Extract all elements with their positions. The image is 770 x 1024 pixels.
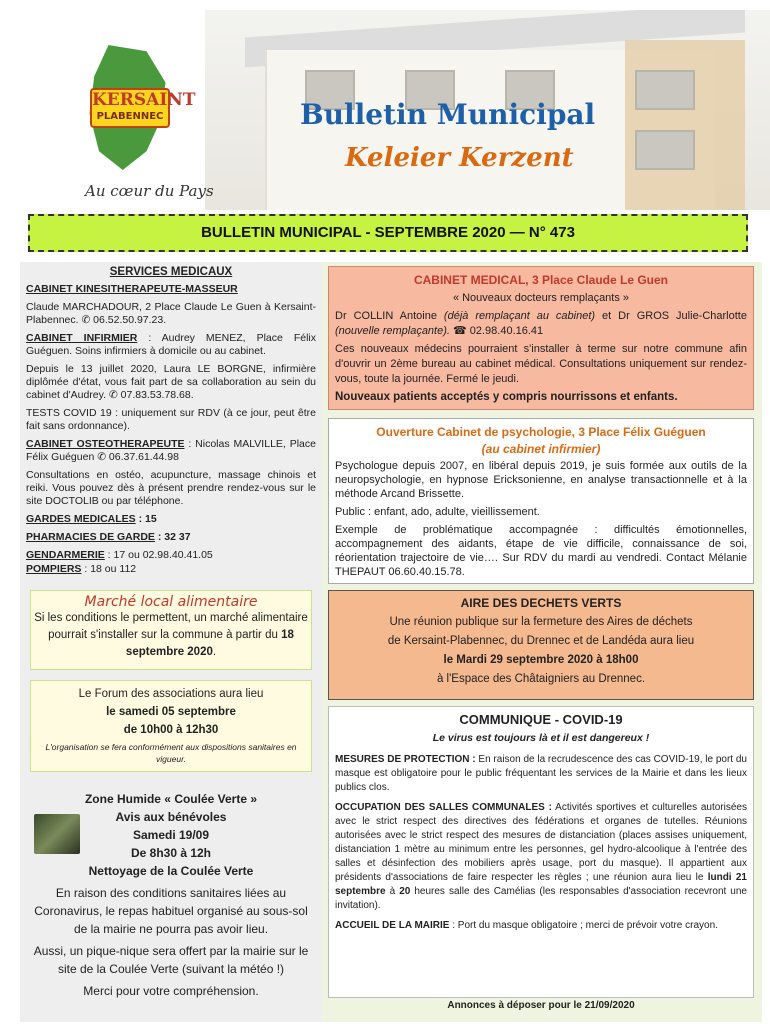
covid-title: COMMUNIQUE - COVID-19 [459, 712, 623, 727]
salles-mid: à [385, 886, 400, 897]
bulletin-subtitle: Keleier Kerzent [345, 143, 574, 173]
dechets-l4: à l'Espace des Châtaigniers au Drennec. [436, 673, 646, 685]
forum-note: L'organisation se fera conformément aux dispositions sanitaires en vigueur. [45, 742, 297, 764]
kine-label: CABINET KINESITHERAPEUTE-MASSEUR [26, 283, 238, 295]
forum-line3: de 10h00 à 12h30 [123, 724, 219, 736]
zone-p1: En raison des conditions sanitaires liées au Coronavirus, le repas habituel organisé au sous-sol de la mairie ne pourra pas avoir lieu. [34, 886, 308, 936]
salles-text: Activités sportives et culturelles autorisées avec le strict respect des directives des fédérations et organes de tutelles. Réunions autorisées avec le strict respect des mesures de distanciation (places assises uniquement, distanciation 1 mètre au minimum entre les personnes, gel hydro-alcoolique à l'entrée des salles et désinfection des mobiliers après usage, port du masque). Il appartient aux présidents d'associations de faire respecter les règles ; une réunion aura lieu le [335, 802, 747, 883]
pompiers-value: : 18 ou 112 [81, 563, 137, 575]
cabmed-p1d: (nouvelle remplaçante). [335, 325, 450, 337]
marche-title: Marché local alimentaire [84, 594, 258, 610]
communique-covid [328, 706, 754, 998]
cabmed-quote: « Nouveaux docteurs remplaçants » [452, 292, 630, 304]
cabmed-title: CABINET MEDICAL, 3 Place Claude Le Guen [413, 273, 669, 287]
salles-date: lundi 21 septembre [335, 872, 747, 897]
osteo-para [26, 438, 316, 464]
cabinet-medical [328, 266, 754, 410]
psy-p2: Public : enfant, ado, adulte, vieillissement. [335, 506, 540, 518]
accueil-label: ACCUEIL DE LA MAIRIE [335, 920, 450, 931]
zone-p2: Aussi, un pique-nique sera offert par la mairie sur le site de la Coulée Verte (suivant la météo !) [33, 944, 309, 976]
marche-end: . [212, 646, 217, 658]
psy-p1: Psychologue depuis 2007, en libéral depuis 2019, je suis formée aux outils de la neuropsychologie, en hypnose Ericksonienne, en analyse transactionnelle et à la méthode Arcand Brissette. [335, 460, 747, 500]
gardes-label: GARDES MEDICALES [26, 513, 136, 525]
zone-l5: Nettoyage de la Coulée Verte [88, 864, 254, 878]
issue-banner: BULLETIN MUNICIPAL - SEPTEMBRE 2020 — N° 473 [28, 214, 748, 252]
marche-body: Si les conditions le permettent, un marché alimentaire pourrait s'installer sur la commune à partir du [34, 612, 308, 641]
gardes-value: : 15 [135, 513, 157, 525]
psy-subtitle: (au cabinet infirmier) [481, 442, 601, 456]
infirmier-text2: Depuis le 13 juillet 2020, Laura LE BORGNE, infirmière diplômée d'état, vous fait part de sa collaboration au sein du cabinet d'Audrey. ✆ 07.83.53.78.68. [26, 363, 316, 401]
accueil-text: : Port du masque obligatoire ; merci de prévoir votre crayon. [449, 920, 718, 931]
gendarmerie-label: GENDARMERIE [26, 549, 105, 561]
psy-title: Ouverture Cabinet de psychologie, 3 Place Félix Guéguen [376, 425, 706, 439]
zone-l3: Samedi 19/09 [132, 828, 210, 842]
forum-line2: le samedi 05 septembre [106, 706, 236, 718]
cabmed-p1a: Dr COLLIN Antoine [335, 310, 444, 322]
marche-text [31, 610, 311, 661]
salles-label: OCCUPATION DES SALLES COMMUNALES : [335, 802, 552, 813]
salles-end: heures salle des Camélias (les responsables d'association recevront une invitation). [335, 886, 747, 911]
covid-mesures [335, 753, 747, 795]
annonces-deadline: Annonces à déposer pour le 21/09/2020 [447, 1000, 635, 1011]
infirmier-text: : Audrey MENEZ, Place Félix Guéguen. Soins infirmiers à domicile ou au cabinet. [26, 332, 317, 357]
dechets-l2: de Kersaint-Plabennec, du Drennec et de Landéda aura lieu [387, 635, 695, 647]
pharma-value: : 32 37 [154, 531, 191, 543]
pompiers-line [26, 563, 316, 576]
pompiers-label: POMPIERS [26, 563, 82, 575]
salles-time: 20 [399, 886, 411, 897]
dechets-l3: le Mardi 29 septembre 2020 à 18h00 [443, 654, 639, 666]
tagline: Au cœur du Pays [85, 182, 214, 200]
logo-line2: PLABENNEC [96, 111, 164, 122]
forum-line1: Le Forum des associations aura lieu [78, 688, 264, 700]
zone-p3: Merci pour votre compréhension. [83, 984, 259, 998]
cabmed-p1c: et Dr GROS Julie-Charlotte [595, 310, 747, 322]
pharma-line [26, 531, 316, 544]
kine-label-para [26, 283, 316, 296]
covid-subtitle: Le virus est toujours là et il est dangereux ! [432, 732, 650, 744]
marche-box [30, 590, 312, 670]
covid-salles [335, 801, 747, 913]
cabmed-phone: ☎ 02.98.40.16.41 [449, 325, 544, 337]
cabmed-p3: Nouveaux patients acceptés y compris nourrissons et enfants. [335, 391, 678, 403]
covid-accueil [335, 919, 747, 933]
cabmed-doctors [335, 309, 747, 339]
zone-l2: Avis aux bénévoles [115, 810, 227, 824]
cabmed-p2: Ces nouveaux médecins pourraient s'installer à terme sur notre commune afin d'ouvrir un 2ème bureau au cabinet médical. Consultations uniquement sur rendez-vous, toute la journée. Fermé le jeudi. [335, 343, 747, 385]
mesures-label: MESURES DE PROTECTION : [335, 754, 476, 765]
gendarmerie-value: : 17 ou 02.98.40.41.05 [104, 549, 213, 561]
pharma-label: PHARMACIES DE GARDE [26, 531, 155, 543]
osteo-text: : Nicolas MALVILLE, Place Félix Guéguen ✆ 06.37.61.44.98 [26, 438, 316, 463]
psy-p3: Exemple de problématique accompagnée : difficultés émotionnelles, accompagnement des aidants, étape de vie difficile, connaissance de soi, réorientation trajectoire de vie…. Sur RDV du mardi au vendredi. Contact Mélanie THEPAUT 06.60.40.15.78. [335, 524, 747, 578]
zone-l4: De 8h30 à 12h [130, 846, 212, 860]
bulletin-title: Bulletin Municipal [300, 98, 596, 131]
gardes-line [26, 513, 316, 526]
zone-humide [30, 790, 312, 1000]
kine-text: Claude MARCHADOUR, 2 Place Claude Le Guen à Kersaint-Plabennec. ✆ 06.52.50.97.23. [26, 301, 316, 326]
dechets-verts [328, 590, 754, 700]
cabmed-p1b: (déjà remplaçant au cabinet) [443, 310, 596, 322]
osteo-label: CABINET OSTEOTHERAPEUTE [26, 438, 185, 450]
gendarmerie-line [26, 549, 316, 562]
mesures-text: En raison de la recrudescence des cas COVID-19, le port du masque est obligatoire pour le public fréquentant les services de la Mairie et dans les lieux publics clos. [335, 754, 747, 793]
forum-box [30, 680, 312, 772]
covid-tests: TESTS COVID 19 : uniquement sur RDV (à ce jour, peut être fait sans ordonnance). [26, 407, 316, 432]
logo-line1: KERSAINT [92, 90, 196, 110]
services-heading: SERVICES MEDICAUX [109, 266, 233, 278]
masthead [0, 0, 770, 210]
dechets-title: AIRE DES DECHETS VERTS [460, 596, 622, 610]
coulee-verte-photo [34, 814, 80, 854]
cabinet-psychologie [328, 418, 754, 584]
marche-date: 18 septembre 2020 [125, 629, 294, 658]
zone-title: Zone Humide « Coulée Verte » [84, 792, 258, 806]
infirmier-label: CABINET INFIRMIER [26, 332, 138, 344]
dechets-l1: Une réunion publique sur la fermeture des Aires de déchets [389, 616, 693, 628]
infirmier-para [26, 332, 316, 358]
services-medicaux [26, 266, 316, 581]
kersaint-logo [60, 40, 210, 180]
osteo-text2: Consultations en ostéo, acupuncture, massage chinois et reiki. Vous pouvez dès à présent prendre rendez-vous sur le site DOCTOLIB ou par téléphone. [26, 469, 316, 507]
